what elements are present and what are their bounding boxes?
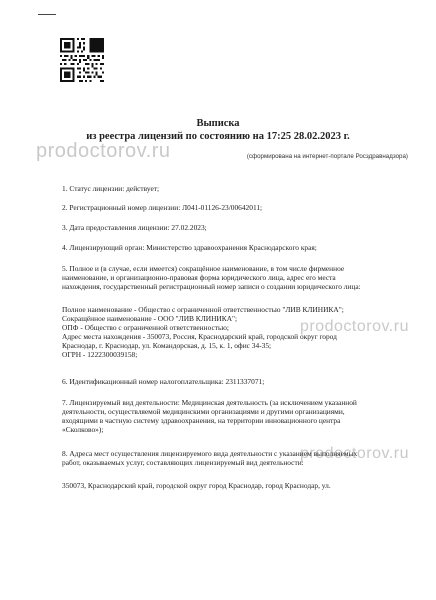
item-date: 3. Дата предоставления лицензии: 27.02.2023; (62, 223, 207, 232)
item-status: 1. Статус лицензии: действует; (62, 184, 160, 193)
document-title: Выписка (196, 118, 240, 129)
text-line: 7. Лицензируемый вид деятельности: Медицинская деятельность (за исключением указанной (62, 398, 357, 407)
text-line: Краснодар, г. Краснодар, ул. Командорская, д. 15, к. 1, офис 34-35; (62, 341, 272, 350)
item-reg-number: 2. Регистрационный номер лицензии: Л041-01126-23/00642011; (62, 203, 263, 212)
item-addresses-intro (62, 449, 412, 467)
text-line: 8. Адреса мест осуществления лицензируемого вида деятельности с указанием выполняемых (62, 449, 358, 458)
watermark: prodoctorov.ru (300, 318, 409, 335)
text-line: ОГРН - 1222300039158; (62, 350, 138, 359)
item-inn: 6. Идентификационный номер налогоплательщика: 2311337071; (62, 377, 265, 386)
item-name-intro (62, 264, 412, 291)
text-line: нахождения, государственный регистрационный номер записи о создании юридического лица: (62, 282, 361, 291)
text-line: наименование, и организационно-правовая форма юридического лица, адрес его места (62, 273, 336, 282)
source-note: (сформирована на интернет-портале Росздравнадзора) (246, 153, 408, 160)
watermark: prodoctorov.ru (36, 140, 171, 162)
text-line: Сокращённое наименование - ООО "ЛИВ КЛИНИКА"; (62, 314, 238, 323)
item-authority: 4. Лицензирующий орган: Министерство здравоохранения Краснодарского края; (62, 243, 317, 252)
text-line: Адрес места нахождения - 350073, Россия, Краснодарский край, городской округ город (62, 332, 337, 341)
item-name-details (62, 305, 412, 359)
text-line: работ, оказываемых услуг, составляющих лицензируемый вид деятельности: (62, 458, 304, 467)
text-line: Полное наименование - Общество с ограниченной ответственностью "ЛИВ КЛИНИКА"; (62, 305, 344, 314)
text-line: «Сколково»); (62, 425, 104, 434)
text-line: деятельности, осуществляемой медицинскими организациями и другими организациями, (62, 407, 345, 416)
qr-code (60, 38, 104, 82)
watermark: prodoctorov.ru (300, 445, 409, 462)
item-address: 350073, Краснодарский край, городской округ город Краснодар, город Краснодар, ул. (62, 481, 331, 490)
text-line: входящими в частную систему здравоохранения, на территории инновационного центра (62, 416, 341, 425)
text-line: 5. Полное и (в случае, если имеется) сокращённое наименование, в том числе фирменное (62, 264, 345, 273)
text-line: ОПФ - Общество с ограниченной ответственностью; (62, 323, 229, 332)
document-subtitle: из реестра лицензий по состоянию на 17:25 28.02.2023 г. (86, 131, 350, 142)
item-activity (62, 398, 412, 434)
corner-mark (38, 14, 56, 15)
